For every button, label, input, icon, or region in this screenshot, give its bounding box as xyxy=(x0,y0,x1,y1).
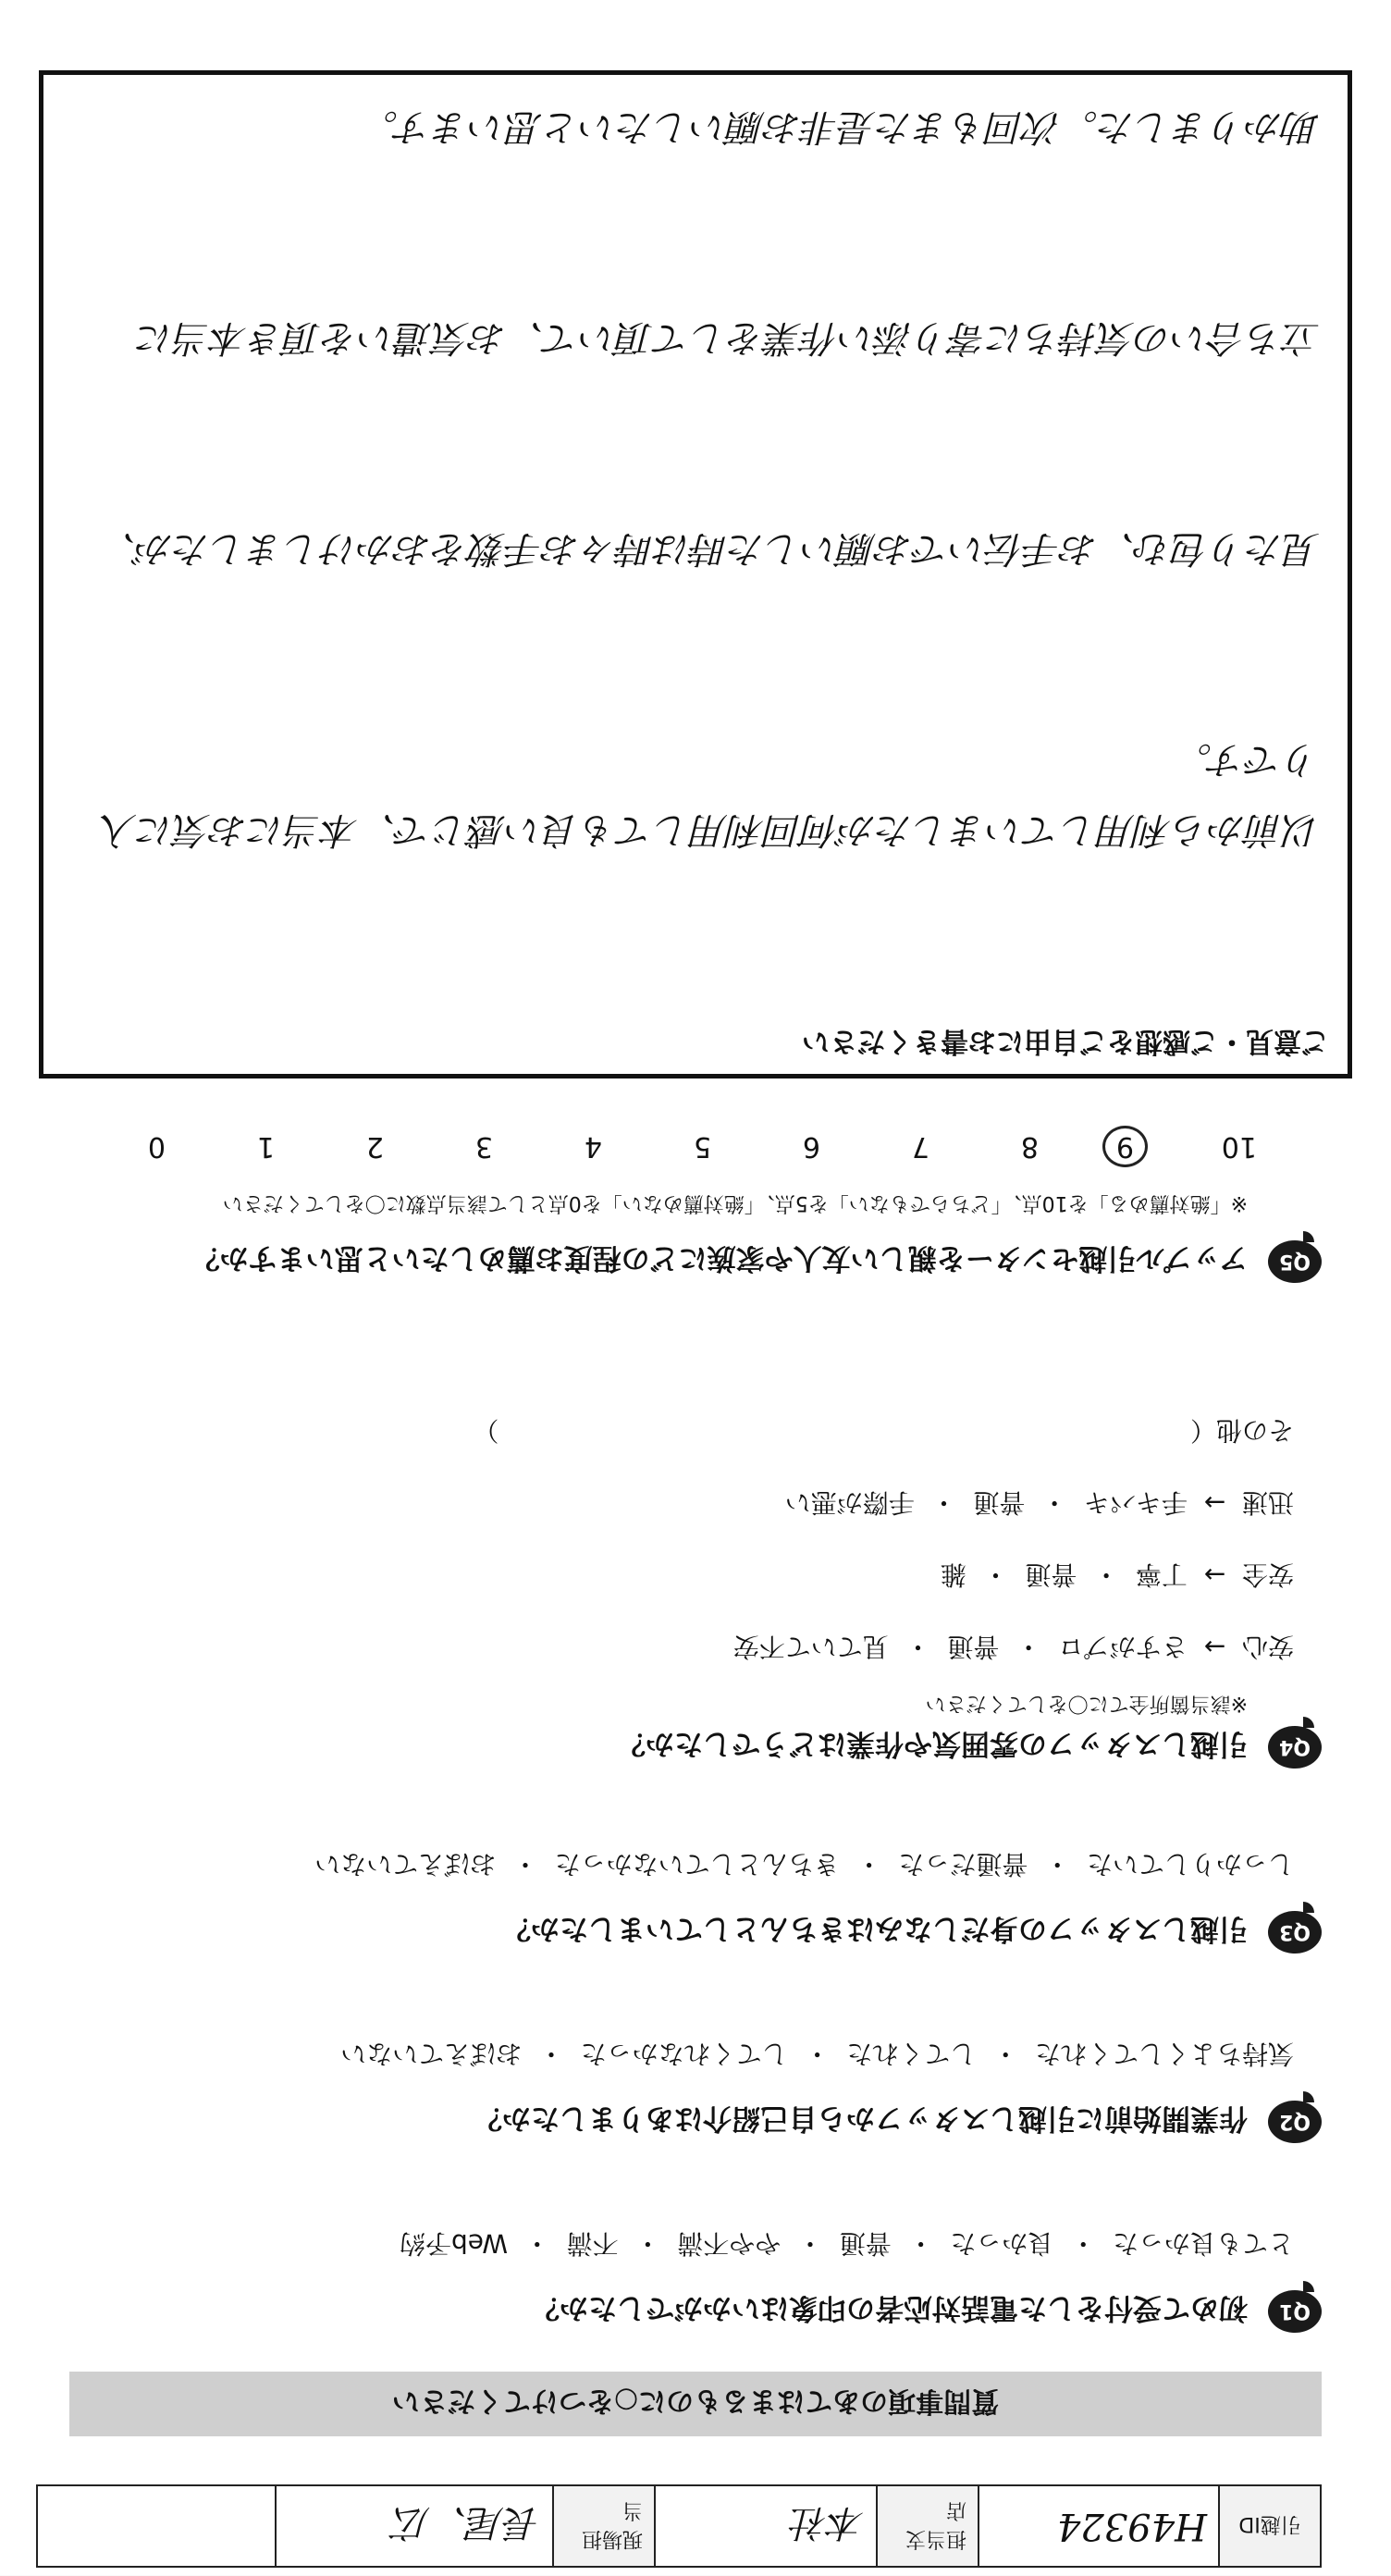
comment-line: 助かりました。次回もまた是非お願いしたいと思います。 xyxy=(361,105,1320,148)
q2-header xyxy=(45,2094,1322,2150)
question-5 xyxy=(45,1130,1322,1299)
site-staff-label: 現場担当 xyxy=(552,2486,654,2566)
scale-3: 3 xyxy=(474,1130,493,1163)
header-blank xyxy=(38,2486,275,2566)
q1-options: とても良かった ・ 良かった ・ 普通 ・ やや不満 ・ 不満 ・ Web予約 xyxy=(399,2228,1294,2259)
header-bar xyxy=(36,2484,1322,2568)
moving-id-value: H49324 xyxy=(978,2486,1218,2566)
q1-header xyxy=(45,2284,1322,2339)
scale-4: 4 xyxy=(584,1130,602,1163)
q1-badge: Q1 xyxy=(1268,2290,1322,2333)
scale-1: 1 xyxy=(256,1130,275,1163)
scale-8: 8 xyxy=(1020,1130,1039,1163)
scale-7: 7 xyxy=(911,1130,929,1163)
q5-badge: Q5 xyxy=(1268,1240,1322,1283)
q4-header xyxy=(45,1719,1322,1775)
scale-2: 2 xyxy=(365,1130,384,1163)
question-3 xyxy=(45,1847,1322,1960)
q5-subnote: ※「絶対薦める」を10点、「どちらでもない」を5点、「絶対薦めない」を0点として該当点数に〇をしてください xyxy=(222,1191,1248,1214)
q5-header xyxy=(45,1225,1322,1299)
comment-line: 以前から利用していましたが何回利用しても良い感じで、本当にお気に入りです。 xyxy=(99,738,1320,851)
scale-5: 5 xyxy=(693,1130,711,1163)
q5-scale xyxy=(45,1130,1322,1163)
comment-box xyxy=(39,70,1352,1078)
branch-value: 本社 xyxy=(654,2486,876,2566)
instructions-banner: 質問事項のあてはまるものに○をつけてください xyxy=(69,2372,1322,2436)
q3-text: 引越しスタッフの身だしなみはきちんとしていましたか？ xyxy=(502,1912,1248,1946)
question-2 xyxy=(45,2037,1322,2150)
scale-0: 0 xyxy=(147,1130,166,1163)
q2-text: 作業開始前に引越しスタッフから自己紹介はありましたか？ xyxy=(474,2101,1248,2136)
q3-header xyxy=(45,1904,1322,1960)
q4-row-anshin: 安心 → さすがプロ ・ 普通 ・ 見ていて不安 xyxy=(732,1632,1294,1662)
question-1 xyxy=(45,2226,1322,2339)
site-staff-value: 長尾、広 xyxy=(275,2486,552,2566)
comment-handwriting xyxy=(43,0,1348,1015)
question-4 xyxy=(45,1413,1322,1775)
q4-subnote: ※該当箇所全てに〇をしてください xyxy=(925,1692,1248,1715)
moving-id-label: 引越ID xyxy=(1218,2486,1320,2566)
branch-label: 担当支店 xyxy=(876,2486,978,2566)
q4-row-anzen: 安全 → 丁寧 ・ 普通 ・ 雑 xyxy=(940,1559,1294,1590)
q2-badge: Q2 xyxy=(1268,2101,1322,2143)
scale-6: 6 xyxy=(802,1130,820,1163)
q1-text: 初めて受付をした電話対応者の印象はいかがでしたか？ xyxy=(531,2291,1248,2325)
scale-9 xyxy=(1039,1130,1148,1163)
scale-9-circled: 9 xyxy=(1102,1126,1148,1167)
header-table xyxy=(36,2473,1322,2575)
q3-options: しっかりしていた ・ 普通だった ・ きちんとしていなかった ・ おぼえていない xyxy=(314,1849,1294,1880)
comment-line: 見たり包む、お手伝いでお願いした時は時々お手数をおかけしましたが、 xyxy=(99,527,1320,570)
q5-text: アップル引越センターを親しい友人や家族にどの程度お薦めしたいと思いますか？ xyxy=(191,1241,1248,1276)
q4-other: その他（ ） xyxy=(473,1415,1294,1446)
scale-10: 10 xyxy=(1221,1130,1257,1163)
q4-text: 引越しスタッフの雰囲気や作業はどうでしたか？ xyxy=(617,1727,1248,1761)
comment-title: ご意見・ご感想をご自由にお書きください xyxy=(802,1025,1329,1057)
q2-options: 気持ちよくしてくれた ・ してくれた ・ してくれなかった ・ おぼえていない xyxy=(340,2039,1294,2069)
q3-badge: Q3 xyxy=(1268,1911,1322,1954)
comment-line: 立ち合いの気持ちに寄り添い作業をして頂いて、お気遣いを頂き本当に xyxy=(136,316,1320,359)
q4-row-jinsoku: 迅速 → 手キパキ ・ 普通 ・ 手際が悪い xyxy=(784,1487,1294,1518)
q4-badge: Q4 xyxy=(1268,1726,1322,1769)
